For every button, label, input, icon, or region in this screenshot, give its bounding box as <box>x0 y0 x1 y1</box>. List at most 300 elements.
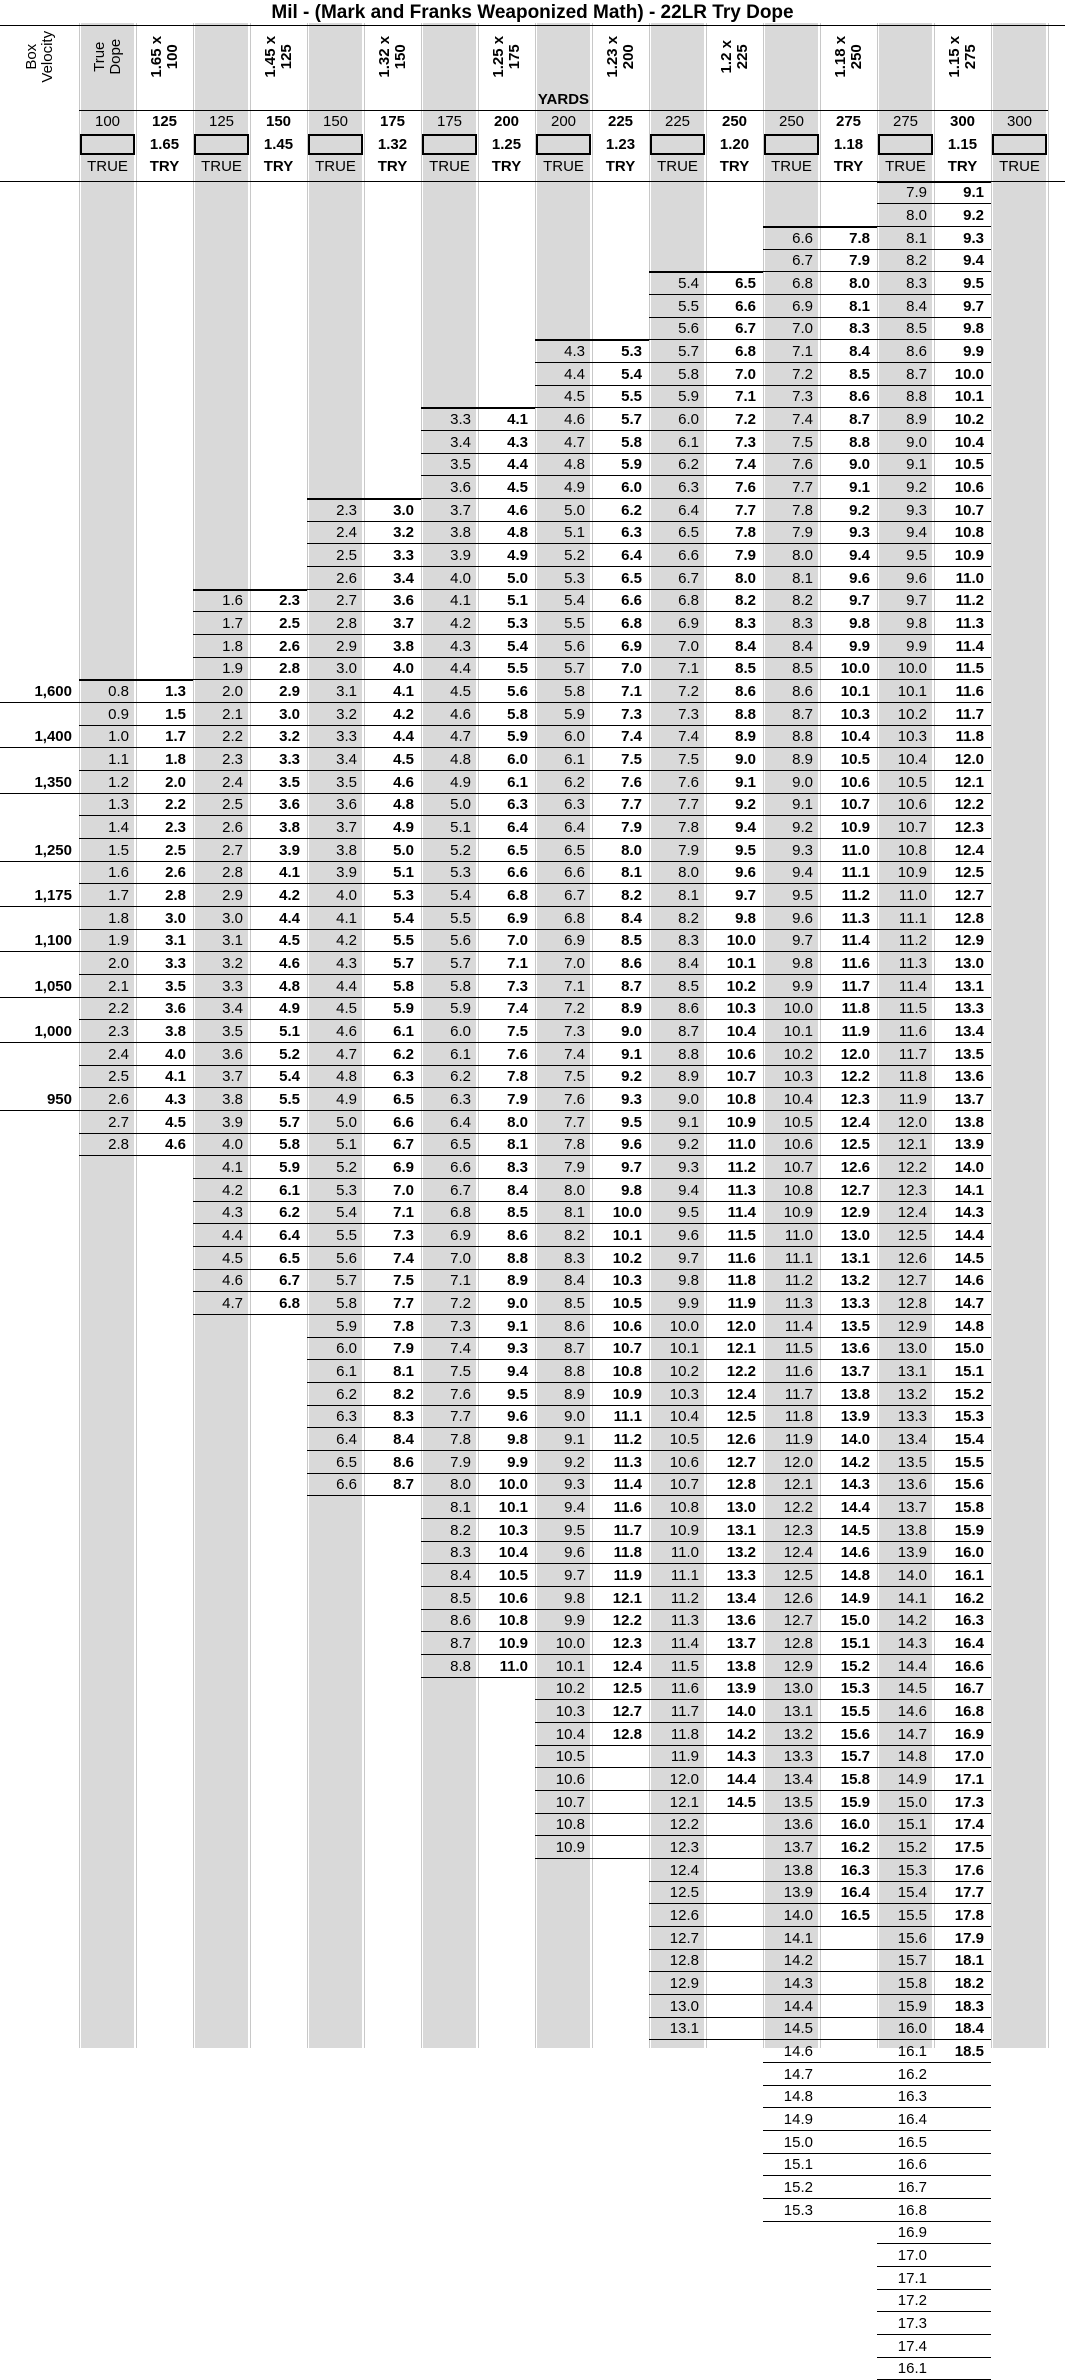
try-dope-value: 7.5 <box>621 751 642 768</box>
try-dope-value: 8.7 <box>393 1476 414 1494</box>
try-dope-value: 7.5 <box>507 1023 528 1040</box>
try-dope-value: 13.0 <box>726 1499 756 1516</box>
true-dope-value: 9.3 <box>906 501 927 519</box>
true-dope-value: 16.7 <box>897 2179 927 2197</box>
try-dope-value: 13.0 <box>840 1227 870 1244</box>
try-dope-value: 7.8 <box>507 1068 528 1086</box>
true-dope-value: 15.1 <box>897 1816 927 1834</box>
try-dope-value: 4.5 <box>165 1113 186 1131</box>
true-dope-value: 10.2 <box>897 705 927 723</box>
true-dope-value: 10.3 <box>783 1068 813 1086</box>
true-dope-value: 3.5 <box>450 456 471 474</box>
try-dope-value: 15.3 <box>954 1408 984 1426</box>
true-dope-value: 3.7 <box>336 819 357 836</box>
true-dope-value: 9.7 <box>906 592 927 610</box>
try-factor-value: 1.32 <box>377 135 408 153</box>
try-dope-value: 13.9 <box>840 1408 870 1426</box>
true-dope-value: 3.1 <box>336 683 357 700</box>
true-dope-value: 9.2 <box>906 478 927 496</box>
true-dope-value: 10.5 <box>783 1113 813 1131</box>
true-dope-value: 1.5 <box>108 841 129 859</box>
try-dope-value: 6.8 <box>507 887 528 904</box>
try-dope-value: 2.5 <box>165 841 186 859</box>
try-factor-header-text: 1.45 x 125 <box>261 36 295 78</box>
true-dope-value: 6.5 <box>564 841 585 859</box>
true-dope-value: 12.4 <box>897 1204 927 1222</box>
true-dope-value: 4.1 <box>222 1159 243 1176</box>
try-dope-value: 16.3 <box>954 1612 984 1630</box>
true-dope-value: 7.3 <box>792 388 813 406</box>
true-dope-value: 7.6 <box>792 456 813 474</box>
try-dope-value: 5.4 <box>507 637 528 655</box>
try-dope-value: 12.5 <box>840 1136 870 1154</box>
true-dope-value: 14.4 <box>897 1657 927 1675</box>
true-dope-value: 6.6 <box>564 864 585 882</box>
try-dope-value: 7.7 <box>735 501 756 519</box>
distance-header: 275 <box>835 113 862 130</box>
true-dope-value: 12.1 <box>897 1136 927 1154</box>
true-dope-value: 5.4 <box>336 1204 357 1222</box>
try-dope-value: 7.9 <box>735 547 756 564</box>
try-dope-value: 8.8 <box>735 705 756 723</box>
true-dope-value: 4.5 <box>336 1000 357 1018</box>
try-dope-value: 11.4 <box>613 1476 642 1494</box>
try-factor-header-text: 1.23 x 200 <box>603 36 637 78</box>
try-dope-value: 9.6 <box>849 569 870 587</box>
try-dope-value: 9.1 <box>621 1045 642 1063</box>
try-label: TRY <box>605 157 636 175</box>
true-dope-value: 5.8 <box>336 1295 357 1312</box>
try-dope-value: 7.3 <box>507 977 528 995</box>
try-dope-value: 8.0 <box>735 569 756 587</box>
true-dope-value: 4.6 <box>450 705 471 723</box>
true-dope-value: 5.1 <box>450 819 471 836</box>
true-dope-value: 13.6 <box>783 1816 813 1834</box>
try-dope-value: 14.2 <box>726 1725 756 1743</box>
true-dope-value: 10.6 <box>669 1453 699 1471</box>
try-dope-value: 11.9 <box>727 1295 756 1312</box>
try-dope-value: 9.2 <box>963 206 984 224</box>
try-dope-value: 11.8 <box>613 1544 642 1562</box>
true-dope-value: 3.6 <box>450 478 471 496</box>
true-dope-value: 8.5 <box>450 1589 471 1607</box>
true-dope-value: 15.3 <box>897 1861 927 1879</box>
true-dope-value: 10.8 <box>783 1181 813 1199</box>
true-dope-value: 12.0 <box>669 1771 699 1789</box>
true-dope-value: 11.9 <box>898 1091 927 1108</box>
true-dope-value: 6.1 <box>678 433 699 451</box>
try-dope-value: 9.3 <box>507 1340 528 1358</box>
try-dope-value: 14.4 <box>954 1227 984 1244</box>
true-dope-value: 9.7 <box>792 932 813 950</box>
true-dope-value: 3.3 <box>450 410 471 428</box>
try-dope-value: 10.0 <box>726 932 756 950</box>
true-dope-value: 12.0 <box>783 1453 813 1471</box>
true-dope-value: 12.1 <box>783 1476 813 1494</box>
true-input-box <box>536 134 591 155</box>
true-dope-value: 2.4 <box>336 524 357 542</box>
true-dope-value: 5.9 <box>450 1000 471 1018</box>
true-dope-value: 4.3 <box>564 342 585 360</box>
true-dope-value: 2.4 <box>222 773 243 791</box>
try-dope-value: 11.8 <box>727 1272 756 1290</box>
true-dope-value: 11.3 <box>670 1612 699 1630</box>
try-dope-value: 2.9 <box>279 683 300 700</box>
try-dope-value: 11.8 <box>955 728 984 746</box>
true-dope-value: 13.4 <box>783 1771 813 1789</box>
true-dope-value: 12.1 <box>669 1793 699 1811</box>
try-dope-value: 7.3 <box>393 1227 414 1244</box>
try-factor-value: 1.15 <box>947 135 978 153</box>
true-dope-value: 11.2 <box>670 1589 699 1607</box>
try-dope-value: 8.4 <box>393 1431 414 1448</box>
grid-col-line <box>1048 23 1049 2048</box>
true-dope-value: 13.2 <box>897 1385 927 1403</box>
try-dope-value: 12.3 <box>840 1091 870 1108</box>
true-dope-value: 6.0 <box>450 1023 471 1040</box>
true-dope-value: 4.4 <box>450 660 471 678</box>
try-dope-value: 2.8 <box>165 887 186 904</box>
try-dope-value: 7.1 <box>507 955 528 972</box>
box-velocity-value: 1,400 <box>34 728 72 746</box>
true-dope-value: 5.4 <box>678 274 699 292</box>
true-dope-value: 2.1 <box>222 705 243 723</box>
true-dope-value: 1.2 <box>108 773 129 791</box>
true-dope-value: 8.6 <box>792 683 813 700</box>
true-dope-value: 13.1 <box>897 1363 927 1380</box>
try-dope-value: 9.8 <box>621 1181 642 1199</box>
distance-header: 300 <box>1006 113 1033 130</box>
true-dope-value: 7.3 <box>678 705 699 723</box>
true-dope-value: 9.9 <box>564 1612 585 1630</box>
try-dope-value: 8.1 <box>393 1363 414 1380</box>
try-dope-value: 7.0 <box>735 365 756 383</box>
true-dope-value: 2.5 <box>336 547 357 564</box>
true-dope-value: 6.7 <box>564 887 585 904</box>
try-dope-value: 11.1 <box>841 864 870 882</box>
true-dope-value: 15.8 <box>897 1975 927 1993</box>
try-dope-value: 9.0 <box>849 456 870 474</box>
try-label: TRY <box>263 157 294 175</box>
try-dope-value: 2.2 <box>165 796 186 814</box>
try-dope-value: 5.1 <box>393 864 414 882</box>
true-dope-value: 4.6 <box>222 1272 243 1290</box>
try-dope-value: 12.6 <box>726 1431 756 1448</box>
true-dope-value: 5.7 <box>678 342 699 360</box>
try-dope-value: 10.3 <box>498 1521 528 1539</box>
true-dope-value: 7.7 <box>678 796 699 814</box>
true-dope-value: 10.9 <box>555 1839 585 1857</box>
true-dope-value: 7.7 <box>564 1113 585 1131</box>
true-dope-value: 13.3 <box>897 1408 927 1426</box>
true-dope-value: 1.9 <box>108 932 129 950</box>
true-dope-value: 12.4 <box>783 1544 813 1562</box>
try-dope-value: 11.7 <box>613 1521 642 1539</box>
true-dope-value: 6.4 <box>678 501 699 519</box>
true-dope-value: 8.4 <box>906 297 927 315</box>
try-dope-value: 3.0 <box>165 909 186 927</box>
true-dope-value: 11.8 <box>784 1408 813 1426</box>
try-dope-value: 10.3 <box>612 1272 642 1290</box>
true-dope-value: 8.5 <box>906 320 927 338</box>
true-dope-value: 13.4 <box>897 1431 927 1448</box>
true-dope-value: 12.5 <box>783 1567 813 1584</box>
try-dope-value: 8.1 <box>849 297 870 315</box>
try-dope-value: 13.5 <box>954 1045 984 1063</box>
try-dope-value: 3.8 <box>165 1023 186 1040</box>
true-dope-value: 13.9 <box>783 1884 813 1902</box>
try-dope-value: 17.6 <box>954 1861 984 1879</box>
true-dope-value: 6.3 <box>564 796 585 814</box>
try-label: TRY <box>833 157 864 175</box>
try-dope-value: 3.6 <box>279 796 300 814</box>
true-dope-value: 5.6 <box>564 637 585 655</box>
try-dope-value: 6.5 <box>279 1249 300 1267</box>
try-dope-value: 5.8 <box>393 977 414 995</box>
true-dope-value: 5.4 <box>564 592 585 610</box>
try-dope-value: 18.4 <box>954 2020 984 2038</box>
true-dope-value: 7.0 <box>678 637 699 655</box>
true-dope-value: 15.0 <box>897 1793 927 1811</box>
true-dope-value: 8.1 <box>564 1204 585 1222</box>
try-dope-value: 14.4 <box>840 1499 870 1516</box>
try-dope-value: 13.1 <box>840 1249 870 1267</box>
try-dope-value: 6.7 <box>393 1136 414 1154</box>
try-dope-value: 6.6 <box>393 1113 414 1131</box>
try-dope-value: 15.6 <box>840 1725 870 1743</box>
true-dope-value: 8.0 <box>906 206 927 224</box>
true-dope-value: 12.8 <box>783 1635 813 1653</box>
true-dope-value: 2.5 <box>222 796 243 814</box>
true-dope-value: 10.7 <box>783 1159 813 1176</box>
true-dope-value: 11.0 <box>898 887 927 904</box>
true-label: TRUE <box>657 157 698 175</box>
try-dope-value: 12.1 <box>726 1340 756 1358</box>
true-dope-value: 4.7 <box>336 1045 357 1063</box>
true-dope-value: 3.3 <box>336 728 357 746</box>
true-dope-value: 14.5 <box>897 1680 927 1698</box>
try-dope-value: 17.1 <box>954 1771 984 1789</box>
distance-header: 250 <box>778 113 805 130</box>
try-dope-value: 3.4 <box>393 569 414 587</box>
try-dope-value: 7.8 <box>735 524 756 542</box>
try-dope-value: 6.7 <box>279 1272 300 1290</box>
try-dope-value: 13.1 <box>954 977 984 995</box>
true-dope-value: 10.9 <box>783 1204 813 1222</box>
true-dope-value: 1.6 <box>108 864 129 882</box>
true-dope-value: 7.7 <box>450 1408 471 1426</box>
try-dope-value: 12.6 <box>840 1159 870 1176</box>
true-dope-value: 14.1 <box>783 1929 813 1947</box>
true-dope-value: 6.4 <box>336 1431 357 1448</box>
true-dope-value: 9.3 <box>792 841 813 859</box>
try-dope-value: 11.3 <box>841 909 870 927</box>
try-dope-value: 7.2 <box>735 410 756 428</box>
try-dope-value: 3.5 <box>165 977 186 995</box>
try-dope-value: 10.0 <box>612 1204 642 1222</box>
try-dope-value: 11.1 <box>613 1408 642 1426</box>
try-dope-value: 9.4 <box>735 819 756 836</box>
true-dope-value: 10.4 <box>783 1091 813 1108</box>
true-dope-value: 9.5 <box>792 887 813 904</box>
true-dope-value: 8.9 <box>678 1068 699 1086</box>
true-dope-value: 9.0 <box>906 433 927 451</box>
true-dope-value: 11.6 <box>670 1680 699 1698</box>
true-dope-value: 14.5 <box>783 2020 813 2038</box>
try-dope-value: 8.7 <box>849 410 870 428</box>
true-dope-value: 11.1 <box>898 909 927 927</box>
true-dope-value: 14.0 <box>783 1907 813 1925</box>
true-dope-value: 9.2 <box>678 1136 699 1154</box>
try-dope-value: 8.2 <box>393 1385 414 1403</box>
try-dope-value: 9.8 <box>735 909 756 927</box>
try-dope-value: 8.6 <box>621 955 642 972</box>
try-dope-value: 4.8 <box>279 977 300 995</box>
try-dope-value: 1.3 <box>165 683 186 700</box>
true-dope-value: 10.1 <box>669 1340 699 1358</box>
try-dope-value: 9.5 <box>963 274 984 292</box>
true-dope-value: 9.8 <box>678 1272 699 1290</box>
try-dope-value: 9.1 <box>963 184 984 202</box>
try-dope-value: 3.0 <box>393 501 414 519</box>
distance-header: 100 <box>94 113 121 130</box>
try-dope-value: 7.8 <box>849 229 870 247</box>
try-dope-value: 6.6 <box>735 297 756 315</box>
true-dope-value: 10.2 <box>669 1363 699 1380</box>
try-dope-value: 13.6 <box>840 1340 870 1358</box>
true-dope-value: 6.3 <box>450 1091 471 1108</box>
try-dope-value: 7.0 <box>621 660 642 678</box>
try-dope-value: 10.6 <box>840 773 870 791</box>
true-dope-value: 7.4 <box>564 1045 585 1063</box>
true-dope-value: 12.0 <box>897 1113 927 1131</box>
true-dope-value: 8.5 <box>564 1295 585 1312</box>
true-dope-value: 4.7 <box>564 433 585 451</box>
try-dope-value: 7.1 <box>735 388 756 406</box>
try-dope-value: 11.3 <box>955 615 984 632</box>
try-dope-value: 6.8 <box>735 342 756 360</box>
true-dope-value: 6.3 <box>678 478 699 496</box>
try-dope-value: 8.8 <box>507 1249 528 1267</box>
try-dope-value: 11.0 <box>841 841 870 859</box>
true-dope-value: 1.1 <box>108 751 129 768</box>
try-dope-value: 14.9 <box>840 1589 870 1607</box>
true-dope-value: 16.0 <box>897 2020 927 2038</box>
try-dope-value: 9.3 <box>621 1091 642 1108</box>
true-dope-value: 4.1 <box>336 909 357 927</box>
try-dope-value: 4.6 <box>393 773 414 791</box>
true-dope-value: 14.3 <box>897 1635 927 1653</box>
try-dope-value: 5.0 <box>393 841 414 859</box>
true-dope-value: 12.2 <box>897 1159 927 1176</box>
true-dope-value: 6.8 <box>564 909 585 927</box>
true-dope-value: 13.3 <box>783 1748 813 1766</box>
true-dope-value: 11.2 <box>784 1272 813 1290</box>
try-dope-value: 9.7 <box>963 297 984 315</box>
true-dope-value: 2.3 <box>222 751 243 768</box>
true-dope-value: 2.2 <box>108 1000 129 1018</box>
true-dope-value: 9.0 <box>792 773 813 791</box>
true-dope-value: 10.5 <box>555 1748 585 1766</box>
try-dope-value: 10.9 <box>726 1113 756 1131</box>
true-dope-value: 8.8 <box>678 1045 699 1063</box>
try-dope-value: 14.8 <box>954 1317 984 1335</box>
try-dope-value: 15.5 <box>954 1453 984 1471</box>
true-dope-value: 11.5 <box>898 1000 927 1018</box>
true-dope-value: 5.2 <box>450 841 471 859</box>
try-dope-value: 14.6 <box>954 1272 984 1290</box>
try-dope-value: 6.8 <box>621 615 642 632</box>
true-dope-value: 12.3 <box>783 1521 813 1539</box>
distance-header: 250 <box>721 113 748 130</box>
true-dope-value: 2.8 <box>108 1136 129 1154</box>
true-dope-value: 6.7 <box>678 569 699 587</box>
true-dope-value: 8.7 <box>792 705 813 723</box>
try-dope-value: 8.2 <box>735 592 756 610</box>
try-dope-value: 3.3 <box>165 955 186 972</box>
try-dope-value: 13.8 <box>954 1113 984 1131</box>
true-dope-value: 13.6 <box>897 1476 927 1494</box>
try-dope-value: 12.3 <box>954 819 984 836</box>
try-dope-value: 5.0 <box>507 569 528 587</box>
try-dope-value: 16.9 <box>954 1725 984 1743</box>
try-dope-value: 6.5 <box>507 841 528 859</box>
true-dope-value: 15.0 <box>783 2133 813 2151</box>
try-dope-value: 6.1 <box>393 1023 414 1040</box>
try-dope-value: 5.3 <box>393 887 414 904</box>
true-dope-value: 14.2 <box>897 1612 927 1630</box>
try-dope-value: 10.1 <box>954 388 984 406</box>
distance-header: 175 <box>379 113 406 130</box>
true-dope-value: 6.6 <box>792 229 813 247</box>
true-dope-value: 3.4 <box>222 1000 243 1018</box>
try-dope-value: 4.9 <box>279 1000 300 1018</box>
true-dope-value: 16.5 <box>897 2133 927 2151</box>
try-dope-value: 2.6 <box>279 637 300 655</box>
true-dope-value: 14.1 <box>897 1589 927 1607</box>
try-dope-value: 15.9 <box>954 1521 984 1539</box>
true-dope-value: 4.6 <box>564 410 585 428</box>
try-dope-value: 7.4 <box>393 1249 414 1267</box>
try-dope-value: 4.6 <box>279 955 300 972</box>
try-dope-value: 13.9 <box>954 1136 984 1154</box>
try-dope-value: 11.8 <box>841 1000 870 1018</box>
true-dope-value: 11.3 <box>898 955 927 972</box>
true-dope-value: 8.8 <box>792 728 813 746</box>
try-dope-value: 5.5 <box>507 660 528 678</box>
true-dope-value: 2.8 <box>336 615 357 632</box>
true-dope-value: 9.7 <box>564 1567 585 1584</box>
try-dope-value: 12.0 <box>840 1045 870 1063</box>
try-dope-value: 5.8 <box>507 705 528 723</box>
true-dope-value: 2.4 <box>108 1045 129 1063</box>
true-dope-value: 7.0 <box>564 955 585 972</box>
true-dope-value: 7.4 <box>450 1340 471 1358</box>
try-dope-value: 14.0 <box>840 1431 870 1448</box>
true-dope-value: 8.3 <box>792 615 813 632</box>
box-velocity-value: 1,000 <box>34 1023 72 1040</box>
true-dope-value: 3.8 <box>336 841 357 859</box>
true-dope-value: 5.6 <box>678 320 699 338</box>
true-dope-value: 2.6 <box>108 1091 129 1108</box>
try-dope-value: 7.1 <box>621 683 642 700</box>
true-dope-value: 4.0 <box>450 569 471 587</box>
try-dope-value: 11.7 <box>955 705 984 723</box>
true-dope-value: 10.9 <box>669 1521 699 1539</box>
try-dope-value: 8.7 <box>621 977 642 995</box>
try-dope-value: 4.2 <box>393 705 414 723</box>
try-dope-value: 6.2 <box>279 1204 300 1222</box>
